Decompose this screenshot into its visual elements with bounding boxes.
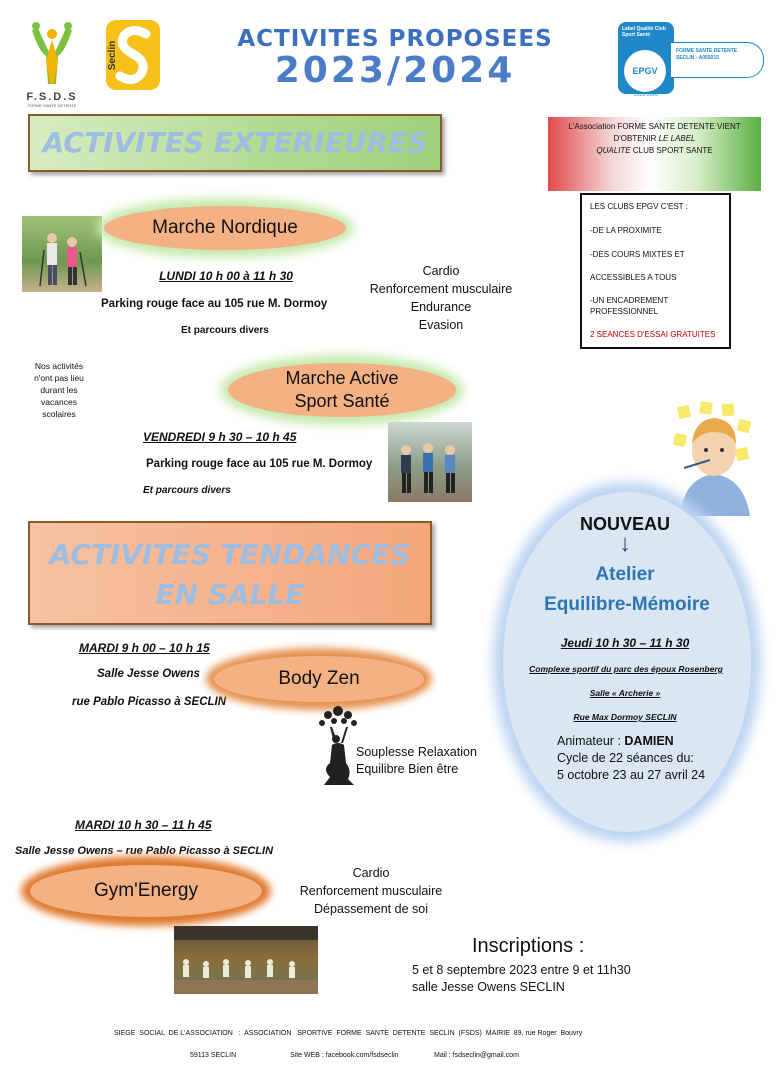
benefit-renforcement: Renforcement musculaire [369,282,513,296]
seclin-logo [106,20,160,90]
marche-active-oval [228,363,456,417]
marche-active-extra: Et parcours divers [143,485,231,496]
thinking-woman-clipart [670,398,758,516]
footer-site-link[interactable]: Site WEB : facebook.com/fsdseclin [290,1052,399,1059]
inscriptions-title: Inscriptions : [472,935,585,957]
indoor-banner [28,521,432,625]
marche-nordique-benefits [360,262,522,334]
page-title-line2: 2023/2024 [274,50,516,91]
marche-nordique-title: Marche Nordique [152,217,298,238]
marche-nordique-oval [104,206,346,250]
atelier-coach-label: Animateur : [557,734,625,748]
indoor-banner-line2: EN SALLE [155,578,305,611]
marche-active-place: Parking rouge face au 105 rue M. Dormoy [146,458,373,470]
fsds-figures-icon [24,20,80,86]
footer-mail-link[interactable]: Mail : fsdseclin@gmail.com [434,1052,519,1059]
epgv-item-encadrement: -UN ENCADREMENT [590,296,669,305]
atelier-title-line1: Atelier [595,564,655,585]
marche-nordique-place: Parking rouge face au 105 rue M. Dormoy [101,298,328,310]
women-walking-photo [388,422,472,502]
label-notice-line3: QUALITE CLUB SPORT SANTE [596,146,713,155]
marche-nordique-schedule: LUNDI 10 h 00 à 11 h 30 [159,269,293,283]
epgv-item-professionnel: PROFESSIONNEL [590,307,659,316]
gym-energy-title: Gym'Energy [94,880,198,901]
label-badge [614,20,764,98]
body-zen-street: rue Pablo Picasso à SECLIN [72,696,227,708]
label-notice-line2: D'OBTENIR LE LABEL [613,134,696,143]
inscriptions-place: salle Jesse Owens SECLIN [412,980,565,994]
epgv-item-mixtes: -DES COURS MIXTES ET [590,250,685,259]
body-zen-oval [214,656,424,702]
marche-active-title-line1: Marche Active [285,368,399,388]
gym-energy-benefits [290,864,452,918]
atelier-dates: 5 octobre 23 au 27 avril 24 [557,768,706,782]
atelier-schedule: Jeudi 10 h 30 – 11 h 30 [560,636,690,650]
marche-nordique-extra: Et parcours divers [181,325,269,336]
seclin-logo-text: Seclin [107,40,119,71]
inscriptions-dates: 5 et 8 septembre 2023 entre 9 et 11h30 [412,963,631,977]
marche-active-schedule: VENDREDI 9 h 30 – 10 h 45 [143,430,297,444]
label-badge-circle [624,50,666,92]
label-notice [548,117,761,191]
gym-energy-place: Salle Jesse Owens – rue Pablo Picasso à SECLIN [15,845,274,857]
epgv-heading: LES CLUBS EPGV C'EST : [590,202,688,211]
gym-class-photo [174,926,318,994]
atelier-title-line2: Equilibre-Mémoire [544,594,710,615]
gym-benefit-renforcement: Renforcement musculaire [299,884,443,898]
fsds-logo [24,20,80,116]
epgv-box [580,193,731,349]
holiday-note: Nos activités n'ont pas lieu durant les vacances scolaires [34,361,84,419]
gym-benefit-depassement: Dépassement de soi [314,902,428,916]
fsds-logo-sub: FORME SANTE DETENTE [27,103,77,108]
nouveau-arrow-icon: ↓ [619,530,631,557]
atelier-complex: Complexe sportif du parc des époux Rosenberg [529,664,723,674]
footer-city: 59113 SECLIN [190,1052,237,1059]
walkers-photo [22,216,102,292]
epgv-item-accessibles: ACCESSIBLES A TOUS [590,273,677,282]
footer-address: SIEGE SOCIAL DE L'ASSOCIATION : ASSOCIATION SPORTIVE FORME SANTE DETENTE SECLIN (FSDS) MAIRIE 89, rue Roger Bouvry [114,1030,583,1037]
body-zen-title: Body Zen [278,668,360,689]
outdoor-banner [28,114,442,172]
atelier-hall: Salle « Archerie » [589,688,661,698]
label-badge-top-text: Label Qualité Club Sport Santé [622,26,666,38]
nouveau-badge: NOUVEAU [579,514,670,534]
label-badge-year: 2023-2026 [634,92,658,98]
body-zen-hall: Salle Jesse Owens [97,668,200,680]
epgv-item-proximite: -DE LA PROXIMITE [590,226,662,235]
body-zen-benefit1: Souplesse Relaxation [356,745,477,759]
benefit-cardio: Cardio [422,264,460,278]
benefit-endurance: Endurance [410,300,472,314]
page-title-line1: ACTIVITES PROPOSEES [237,26,553,52]
outdoor-banner-text: ACTIVITES EXTERIEURES [42,126,428,159]
indoor-banner-line1: ACTIVITES TENDANCES [49,538,411,571]
atelier-street: Rue Max Dormoy SECLIN [573,712,677,722]
gym-benefit-cardio: Cardio [352,866,390,880]
gym-energy-schedule: MARDI 10 h 30 – 11 h 45 [75,818,212,832]
label-badge-center-text: EPGV [632,66,658,76]
gym-energy-oval [30,865,262,917]
label-badge-side-text: FORME SANTE DETENTE SECLIN - A055015 [676,48,738,61]
body-zen-benefit2: Equilibre Bien être [356,762,459,776]
epgv-trial: 2 SEANCES D'ESSAI GRATUITES [590,330,716,339]
atelier-coach [557,734,737,748]
fsds-logo-text: F.S.D.S [26,91,78,103]
atelier-coach-name: DAMIEN [624,734,674,748]
body-zen-schedule: MARDI 9 h 00 – 10 h 15 [79,641,210,655]
label-notice-line1: L'Association FORME SANTE DETENTE VIENT [568,122,741,131]
atelier-cycle: Cycle de 22 séances du: [557,751,694,765]
benefit-evasion: Evasion [418,318,464,332]
marche-active-title-line2: Sport Santé [294,391,390,411]
